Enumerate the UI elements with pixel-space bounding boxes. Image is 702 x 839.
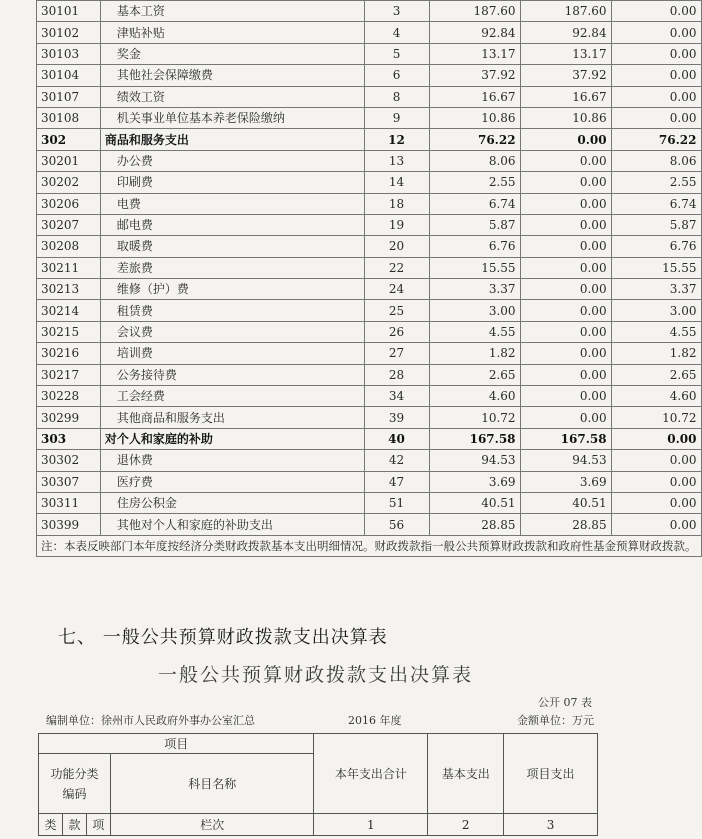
cell-basic: 0.00 (520, 150, 611, 171)
cell-basic: 0.00 (520, 386, 611, 407)
cell-row-number: 28 (364, 364, 429, 385)
cell-project: 10.72 (611, 407, 701, 428)
cell-project: 6.76 (611, 236, 701, 257)
cell-project: 4.55 (611, 321, 701, 342)
cell-total: 10.86 (429, 107, 520, 128)
cell-name: 公务接待费 (100, 364, 364, 385)
cell-code: 30208 (37, 236, 101, 257)
cell-basic: 13.17 (520, 43, 611, 64)
header-basic: 基本支出 (428, 734, 504, 814)
cell-code: 30299 (37, 407, 101, 428)
header-col-1: 1 (314, 814, 428, 836)
cell-project: 0.00 (611, 471, 701, 492)
cell-name: 租赁费 (100, 300, 364, 321)
cell-total: 16.67 (429, 86, 520, 107)
header-kuan: 款 (62, 814, 86, 836)
cell-total: 4.55 (429, 321, 520, 342)
table-row (37, 86, 702, 107)
cell-project: 8.06 (611, 150, 701, 171)
cell-total: 2.55 (429, 172, 520, 193)
table-row (37, 343, 702, 364)
cell-code: 30207 (37, 214, 101, 235)
cell-row-number: 6 (364, 65, 429, 86)
cell-row-number: 19 (364, 214, 429, 235)
cell-project: 0.00 (611, 492, 701, 513)
cell-row-number: 5 (364, 43, 429, 64)
table-row (37, 172, 702, 193)
cell-total: 4.60 (429, 386, 520, 407)
expenditure-detail-table (36, 0, 702, 557)
cell-code: 30202 (37, 172, 101, 193)
cell-name: 取暖费 (100, 236, 364, 257)
table-row (37, 492, 702, 513)
cell-total: 3.00 (429, 300, 520, 321)
appropriation-table-header (38, 733, 598, 836)
cell-total: 3.37 (429, 279, 520, 300)
cell-row-number: 51 (364, 492, 429, 513)
table-row (37, 43, 702, 64)
cell-total: 15.55 (429, 257, 520, 278)
fiscal-year: 2016 年度 (348, 714, 402, 727)
table-row (37, 65, 702, 86)
cell-total: 8.06 (429, 150, 520, 171)
table-row (37, 22, 702, 43)
cell-project: 0.00 (611, 22, 701, 43)
cell-code: 30215 (37, 321, 101, 342)
cell-name: 对个人和家庭的补助 (100, 428, 364, 449)
cell-total: 76.22 (429, 129, 520, 150)
cell-row-number: 25 (364, 300, 429, 321)
header-func-code: 功能分类编码 (39, 754, 111, 814)
cell-total: 28.85 (429, 514, 520, 535)
cell-row-number: 18 (364, 193, 429, 214)
cell-row-number: 20 (364, 236, 429, 257)
cell-name: 差旅费 (100, 257, 364, 278)
cell-row-number: 34 (364, 386, 429, 407)
table-row (37, 107, 702, 128)
cell-basic: 0.00 (520, 279, 611, 300)
header-lanci: 栏次 (110, 814, 314, 836)
table-row (37, 321, 702, 342)
cell-total: 3.69 (429, 471, 520, 492)
cell-basic: 40.51 (520, 492, 611, 513)
cell-row-number: 40 (364, 428, 429, 449)
table-row (37, 514, 702, 535)
cell-name: 机关事业单位基本养老保险缴纳 (100, 107, 364, 128)
cell-code: 30102 (37, 22, 101, 43)
table-title: 一般公共预算财政拨款支出决算表 (157, 664, 473, 686)
cell-code: 30211 (37, 257, 101, 278)
cell-name: 退休费 (100, 450, 364, 471)
cell-code: 30213 (37, 279, 101, 300)
table-row (37, 407, 702, 428)
cell-basic: 0.00 (520, 129, 611, 150)
cell-code: 30302 (37, 450, 101, 471)
table-row (37, 129, 702, 150)
cell-code: 30228 (37, 386, 101, 407)
cell-row-number: 13 (364, 150, 429, 171)
cell-project: 4.60 (611, 386, 701, 407)
cell-name: 商品和服务支出 (100, 129, 364, 150)
header-item: 项目 (39, 734, 314, 754)
cell-code: 303 (37, 428, 101, 449)
header-col-3: 3 (504, 814, 598, 836)
cell-basic: 0.00 (520, 364, 611, 385)
table-row (37, 450, 702, 471)
cell-project: 0.00 (611, 43, 701, 64)
header-total: 本年支出合计 (314, 734, 428, 814)
table-row (37, 386, 702, 407)
cell-project: 2.55 (611, 172, 701, 193)
cell-code: 30104 (37, 65, 101, 86)
cell-name: 会议费 (100, 321, 364, 342)
cell-total: 167.58 (429, 428, 520, 449)
table-row (37, 428, 702, 449)
cell-total: 37.92 (429, 65, 520, 86)
cell-name: 其他商品和服务支出 (100, 407, 364, 428)
cell-project: 0.00 (611, 1, 701, 22)
cell-basic: 0.00 (520, 236, 611, 257)
table-row (37, 236, 702, 257)
cell-code: 302 (37, 129, 101, 150)
table-note: 注：本表反映部门本年度按经济分类财政拨款基本支出明细情况。财政拨款指一般公共预算财政拨款和政府性基金预算财政拨款。 (37, 535, 702, 556)
cell-total: 6.74 (429, 193, 520, 214)
cell-total: 94.53 (429, 450, 520, 471)
header-subject-name: 科目名称 (110, 754, 314, 814)
cell-name: 印刷费 (100, 172, 364, 193)
cell-basic: 3.69 (520, 471, 611, 492)
table-row (37, 214, 702, 235)
cell-basic: 0.00 (520, 321, 611, 342)
cell-row-number: 42 (364, 450, 429, 471)
cell-code: 30101 (37, 1, 101, 22)
cell-name: 维修（护）费 (100, 279, 364, 300)
cell-name: 住房公积金 (100, 492, 364, 513)
cell-code: 30214 (37, 300, 101, 321)
cell-row-number: 9 (364, 107, 429, 128)
cell-basic: 10.86 (520, 107, 611, 128)
cell-row-number: 39 (364, 407, 429, 428)
cell-name: 基本工资 (100, 1, 364, 22)
cell-basic: 94.53 (520, 450, 611, 471)
cell-row-number: 24 (364, 279, 429, 300)
cell-total: 10.72 (429, 407, 520, 428)
table-row (37, 471, 702, 492)
cell-row-number: 26 (364, 321, 429, 342)
compiling-unit: 编制单位：徐州市人民政府外事办公室汇总 (46, 714, 255, 727)
cell-code: 30307 (37, 471, 101, 492)
cell-code: 30107 (37, 86, 101, 107)
cell-total: 1.82 (429, 343, 520, 364)
cell-name: 其他社会保障缴费 (100, 65, 364, 86)
cell-code: 30201 (37, 150, 101, 171)
cell-project: 0.00 (611, 514, 701, 535)
cell-project: 1.82 (611, 343, 701, 364)
cell-project: 15.55 (611, 257, 701, 278)
cell-basic: 0.00 (520, 257, 611, 278)
table-row (37, 300, 702, 321)
cell-project: 5.87 (611, 214, 701, 235)
cell-name: 电费 (100, 193, 364, 214)
cell-total: 5.87 (429, 214, 520, 235)
cell-row-number: 8 (364, 86, 429, 107)
form-code: 公开 07 表 (538, 696, 592, 709)
cell-basic: 37.92 (520, 65, 611, 86)
cell-basic: 0.00 (520, 193, 611, 214)
cell-name: 医疗费 (100, 471, 364, 492)
cell-project: 0.00 (611, 65, 701, 86)
cell-project: 6.74 (611, 193, 701, 214)
cell-name: 邮电费 (100, 214, 364, 235)
cell-name: 工会经费 (100, 386, 364, 407)
cell-name: 培训费 (100, 343, 364, 364)
cell-basic: 0.00 (520, 343, 611, 364)
cell-row-number: 27 (364, 343, 429, 364)
cell-project: 0.00 (611, 107, 701, 128)
cell-total: 40.51 (429, 492, 520, 513)
cell-basic: 187.60 (520, 1, 611, 22)
cell-project: 76.22 (611, 129, 701, 150)
table-row (37, 364, 702, 385)
cell-total: 92.84 (429, 22, 520, 43)
cell-project: 3.00 (611, 300, 701, 321)
cell-project: 0.00 (611, 86, 701, 107)
cell-basic: 0.00 (520, 172, 611, 193)
cell-code: 30216 (37, 343, 101, 364)
cell-code: 30206 (37, 193, 101, 214)
cell-code: 30217 (37, 364, 101, 385)
cell-row-number: 14 (364, 172, 429, 193)
cell-basic: 0.00 (520, 214, 611, 235)
header-xiang: 项 (86, 814, 110, 836)
header-lei: 类 (39, 814, 63, 836)
cell-code: 30311 (37, 492, 101, 513)
cell-basic: 92.84 (520, 22, 611, 43)
cell-total: 187.60 (429, 1, 520, 22)
cell-project: 3.37 (611, 279, 701, 300)
cell-project: 0.00 (611, 428, 701, 449)
header-project: 项目支出 (504, 734, 598, 814)
cell-row-number: 3 (364, 1, 429, 22)
header-col-2: 2 (428, 814, 504, 836)
cell-total: 13.17 (429, 43, 520, 64)
cell-name: 奖金 (100, 43, 364, 64)
cell-code: 30108 (37, 107, 101, 128)
cell-row-number: 4 (364, 22, 429, 43)
cell-total: 2.65 (429, 364, 520, 385)
cell-basic: 28.85 (520, 514, 611, 535)
cell-code: 30103 (37, 43, 101, 64)
table-row (37, 257, 702, 278)
cell-name: 其他对个人和家庭的补助支出 (100, 514, 364, 535)
cell-name: 津贴补贴 (100, 22, 364, 43)
cell-name: 办公费 (100, 150, 364, 171)
amount-unit: 金额单位：万元 (517, 714, 594, 727)
table-row (37, 150, 702, 171)
cell-total: 6.76 (429, 236, 520, 257)
cell-project: 0.00 (611, 450, 701, 471)
cell-basic: 16.67 (520, 86, 611, 107)
cell-project: 2.65 (611, 364, 701, 385)
cell-row-number: 56 (364, 514, 429, 535)
cell-row-number: 47 (364, 471, 429, 492)
cell-basic: 167.58 (520, 428, 611, 449)
cell-row-number: 22 (364, 257, 429, 278)
table-row (37, 279, 702, 300)
table-row (37, 1, 702, 22)
table-row (37, 193, 702, 214)
cell-basic: 0.00 (520, 407, 611, 428)
cell-row-number: 12 (364, 129, 429, 150)
cell-code: 30399 (37, 514, 101, 535)
cell-basic: 0.00 (520, 300, 611, 321)
cell-name: 绩效工资 (100, 86, 364, 107)
section-heading: 七、 一般公共预算财政拨款支出决算表 (58, 627, 388, 648)
